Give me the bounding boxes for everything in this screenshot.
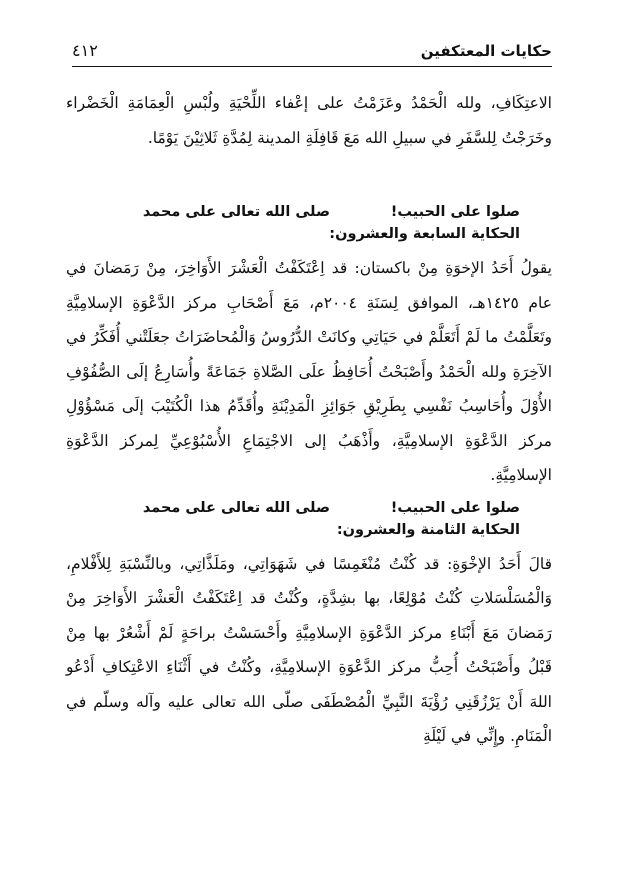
- paragraph-continuation: الاعتِكَافِ، ولله الْحَمْدُ وعَزَمْتُ على إعْفاء اللِّحْيَةِ ولُبْسِ الْعِمَامَةِ الْخَضْراء وخَرَجْتُ لِلسَّفَرِ في سبيلِ الله مَعَ قَافِلَةِ المدينة لِمُدَّةِ ثَلاثِيْنَ يَوْمًا.: [66, 94, 552, 147]
- salawat-call: صلوا على الحبيب!: [390, 499, 520, 516]
- story-28-block: [66, 497, 552, 754]
- header-divider: [72, 66, 552, 67]
- book-title: حكايات المعتكفين: [420, 42, 552, 60]
- salawat-line: [66, 497, 552, 519]
- salawat-call: صلوا على الحبيب!: [390, 204, 520, 220]
- story-27-text: يقولُ أَحَدُ الإخوَةِ مِنْ باكستان: قد اِعْتَكَفْتُ الْعَشْرَ الأَوَاخِرَ، مِنْ رَمَضانَ في عام ١٤٢٥هـ، الموافق لِسَنَةِ ٢٠٠٤م، مَعَ أَصْحَابِ مركز الدَّعْوَةِ الإسلامِيَّةِ وتَعَلَّمْتُ ما لَمْ أَتَعَلَّمْ في حَيَاتِي وكانَتْ الدُّرُوسُ وَالْمُحاضَرَاتُ جعَلَتْني أُفَكِّرُ في الآخِرَةِ ولله الْحَمْدُ وأَصْبَحْتُ أُحَافِظُ علَى الصَّلاةِ جَمَاعَةً وأُسَارِعُ إلَى الصُّفُوْفِ الأُوْلَ وأُحَاسِبُ نَفْسِي بِطَرِيْقِ جَوَائِزِ الْمَدِيْنَةِ وأُقَدِّمُ هذا الْكُتَيْبَ إلَى مَسْؤُوْلِ مركز الدَّعْوَةِ الإسلامِيَّةِ، وأَذْهَبُ إلى الاجْتِمَاعِ الأُسْبُوْعِيِّ لِمركز الدَّعْوَةِ الإسلامِيَّةِ.: [66, 259, 552, 484]
- salawat-response: صلى الله تعالى على محمد: [142, 499, 330, 516]
- story-27-block: [66, 201, 552, 493]
- story-heading-28: الحكاية الثامنة والعشرون:: [336, 521, 520, 538]
- page-header: [72, 40, 552, 66]
- salawat-line: [66, 201, 552, 223]
- story-heading-27: الحكاية السابعة والعشرون:: [329, 226, 520, 242]
- page-body: [66, 86, 552, 754]
- page-number: ٤١٢: [72, 41, 98, 60]
- salawat-response: صلى الله تعالى على محمد: [142, 204, 330, 220]
- story-28-text: قالَ أَحَدُ الإخْوَةِ: قد كُنْتُ مُنْغَمِسًا في شَهَوَاتِي، ومَلَذَّاتِي، وبالنِّسْبَةِ لِلأَفْلامِ، وَالْمُسَلْسَلاتِ كُنْتُ مُوْلِعًا، بها بشِدَّةٍ، وكُنْتُ قد اِعْتَكَفْتُ الْعَشْرَ الأَوَاخِرَ مِنْ رَمَضانَ مَعَ أَبْنَاءِ مركز الدَّعْوَةِ الإسلامِيَّةِ وأَحْسَسْتُ براحَةٍ لَمْ أَشْعُرْ بها مِنْ قَبْلُ وأَصْبَحْتُ أُحِبُّ مركز الدَّعْوَةِ الإسلامِيَّةِ، وكُنْتُ في أَثْنَاءِ الاعْتِكافِ أَدْعُو اللهَ أَنْ يَرْزُقَنِي رُؤْيَةَ النَّبِيِّ الْمُصْطَفَى صلّى الله تعالى عليه وآله وسلّم في الْمَنَامِ. وإِنِّي في لَيْلَةِ: [66, 554, 552, 745]
